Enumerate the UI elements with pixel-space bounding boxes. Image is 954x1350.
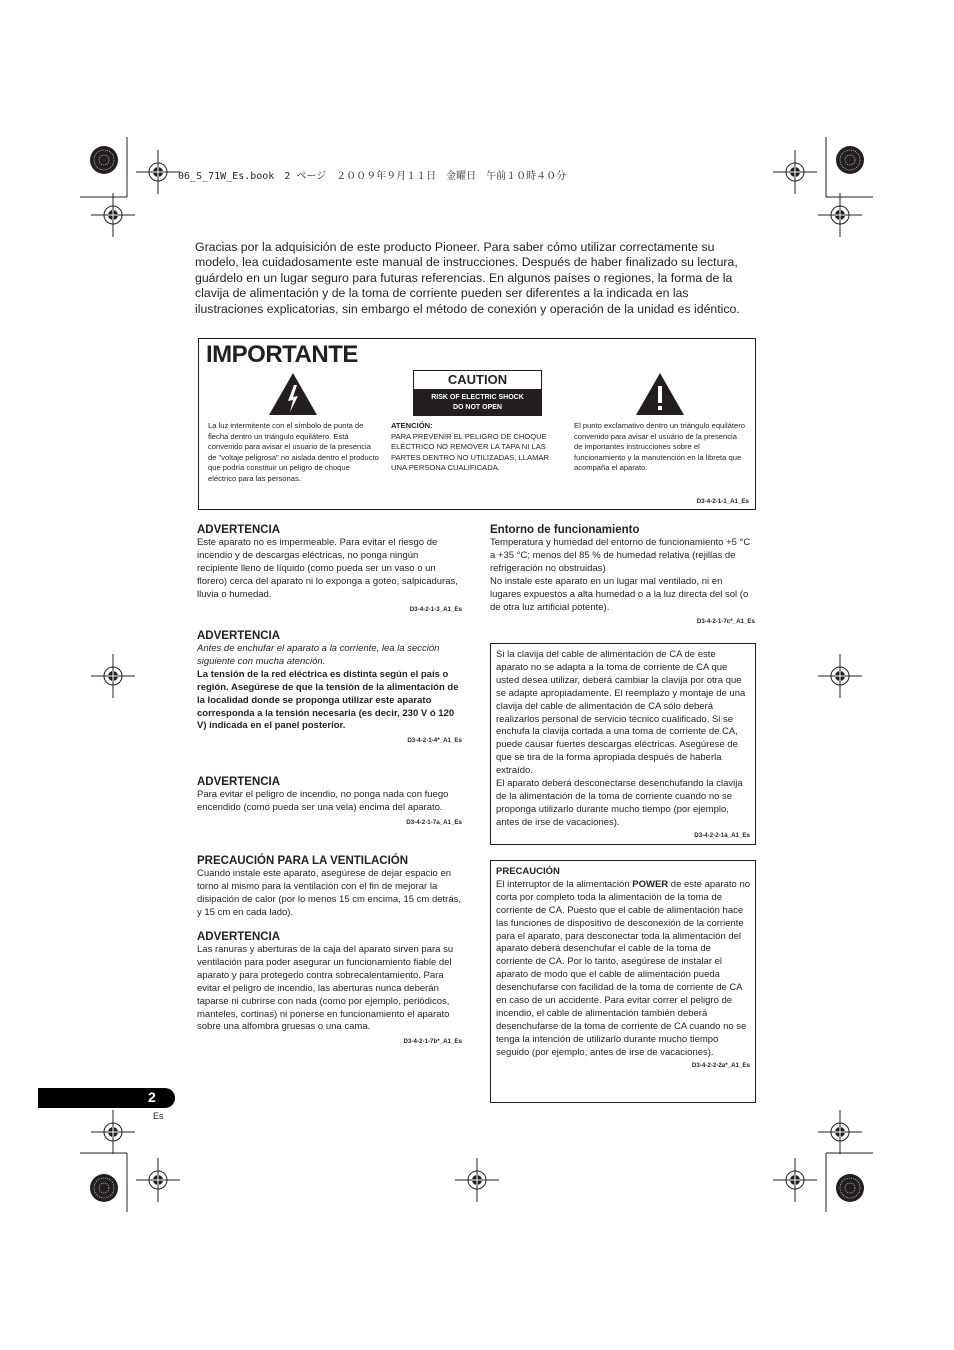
box-title: PRECAUCIÓN <box>496 866 560 877</box>
advertencia-voltage <box>197 629 462 748</box>
box-text: Si la clavija del cable de alimentación de CA de este aparato no se adapta a la toma de corriente de CA que usted desea utilizar, deberá cambiar la clavija por otra que se adapte apropiadamente. El reemplazo y montaje de una clavija del cable de alimentación de CA sólo deberá realizarlos personal de servicio técnico cualificado. Si se enchufa la clavija cortada a una toma de corriente de CA, puede causar fuertes descargas eléctricas. Asegúrese de que se tira de la forma apropiada después de haberla extraído. <box>496 649 746 777</box>
lightning-warning-icon <box>267 371 319 417</box>
caution-subtitle: RISK OF ELECTRIC SHOCK DO NOT OPEN <box>414 390 541 416</box>
section-text: Cuando instale este aparato, asegúrese de dejar espacio en torno al mismo para la ventilación con el fin de mejorar la disipación de calor (por lo menos 15 cm encima, 15 cm detrás, y 15 cm en cada lado). <box>197 868 462 918</box>
precaucion-ventilacion <box>197 854 462 920</box>
exclamation-description: El punto exclamativo dentro un triángulo equilátero convenido para avisar el usuário de la presencia de importantes instrucciones sobre el funcionamiento y la manutención en la libreta que acompaña el aparato. <box>574 421 745 473</box>
section-italic: Antes de enchufar el aparato a la corriente, lea la sección siguiente con mucha atención. <box>197 643 440 667</box>
section-code: D3-4-2-1-7c*_A1_Es <box>696 618 755 626</box>
section-text: Las ranuras y aberturas de la caja del aparato sirven para su ventilación para poder asegurar un funcionamiento fiable del aparato y para protegerlo contra sobrecalentamiento. Para evitar el peligro de incendio, las aberturas nunca deberán taparse ni cubrirse con nada (como por ejemplo, periódicos, manteles, cortinas) ni ponerse en funcionamiento el aparato sobre una alfombra gruesas o una cama. <box>197 944 454 1033</box>
box-text: El interruptor de la alimentación POWER de este aparato no corta por completo toda la alimentación de la toma de corriente de CA. Puesto que el cable de alimentación hace las funciones de dispositivo de desconexión de la corriente para el aparato, para desconectar toda la alimentación del aparato deberá desenchufar el cable de la toma de corriente de CA. Por lo tanto, asegúrese de instalar el aparato de modo que el cable de alimentación pueda desenchufarse con facilidad de la toma de corriente de CA en caso de un accidente. Para evitar correr el peligro de incendio, el cable de alimentación también deberá desenchufarse de la toma de corriente de CA cuando no se tenga la intención de utilizarlo durante mucho tiempo seguido (por ejemplo, antes de irse de vacaciones). <box>496 878 751 1058</box>
file-header: 06_S_71W_Es.book 2 ページ ２００９年９月１１日 金曜日 午前１０時４０分 <box>178 171 567 182</box>
importante-box <box>198 338 756 510</box>
box-code: D3-4-2-2-1a_A1_Es <box>694 831 750 839</box>
section-title: Entorno de funcionamiento <box>490 524 640 536</box>
section-title: ADVERTENCIA <box>197 931 281 943</box>
section-title: ADVERTENCIA <box>197 630 281 642</box>
plug-notice-box <box>490 643 756 845</box>
lightning-description: La luz intermitente con el símbolo de punta de flecha dentro un triángulo equilátero. Está convenido para avisar el usuario de la presencia de "voltaje peligrosa" no aislada dentro el producto que podría constituir un peligro de choque eléctrico para las personas. <box>208 421 379 483</box>
atencion-block <box>391 421 563 474</box>
advertencia-water <box>197 523 462 616</box>
intro-paragraph: Gracias por la adquisición de este producto Pioneer. Para saber cómo utilizar correctamente su modelo, lea cuidadosamente este manual de instrucciones. Después de haber finalizado su lectura, guárdelo en un lugar seguro para futuras referencias. En algunos países o regiones, la forma de la clavija de alimentación y de la toma de corriente pueden ser diferentes a la indicada en las ilustraciones explicatorias, sin embargo el método de conexión y operación de la unidad es idéntico. <box>195 240 740 316</box>
advertencia-fire <box>197 775 462 830</box>
precaucion-power-box <box>490 860 756 1103</box>
atencion-text: PARA PREVENIR EL PELIGRO DE CHOQUE ELÉCTRICO NO REMOVER LA TAPA NI LAS PARTES DENTRO NO UTILIZADAS, LLAMAR UNA PERSONA CUALIFICADA. <box>391 431 549 473</box>
box-text-2: El aparato deberá desconectarse desenchufando la clavija de la alimentación de la toma de corriente cuando no se proponga utilizarlo durante mucho tiempo (por ejemplo, antes de irse de vacaciones). <box>496 778 743 828</box>
section-text: Para evitar el peligro de incendio, no ponga nada con fuego encendido (como pueda ser una vela) encima del aparato. <box>197 789 449 813</box>
section-code: D3-4-2-1-7a_A1_Es <box>406 818 462 826</box>
importante-code: D3-4-2-1-1_A1_Es <box>696 498 749 505</box>
page-number: 2 <box>148 1089 156 1105</box>
section-text: Este aparato no es impermeable. Para evitar el riesgo de incendio y de descargas eléctricas, no ponga ningún recipiente lleno de líquido (como pueda ser un vaso o un florero) cerca del aparato ni lo exponga a goteo, salpicaduras, lluvia o humedad. <box>197 537 458 600</box>
atencion-title: ATENCIÓN: <box>391 421 433 430</box>
section-bold: La tensión de la red eléctrica es distinta según el país o región. Asegúrese de que la tensión de la alimentación de la localidad donde se proponga utilizar este aparato corresponda a la tensión necesaria (es decir, 230 V ó 120 V) indicada en el panel posterior. <box>197 668 459 732</box>
section-text: Temperatura y humedad del entorno de funcionamiento +5 °C a +35 °C; menos del 85 % de humedad relativa (rejillas de refrigeración no obstruidas) <box>490 537 751 574</box>
section-title: ADVERTENCIA <box>197 776 281 788</box>
caution-label <box>413 370 542 416</box>
entorno-funcionamiento <box>490 523 755 629</box>
section-text-2: No instale este aparato en un lugar mal ventilado, ni en lugares expuestos a alta humedad o a la luz directa del sol (o de otra luz artificial potente). <box>490 575 749 613</box>
importante-title: IMPORTANTE <box>206 341 358 368</box>
section-code: D3-4-2-1-7b*_A1_Es <box>403 1038 462 1046</box>
section-title: PRECAUCIÓN PARA LA VENTILACIÓN <box>197 855 409 867</box>
advertencia-ventilation-openings <box>197 930 462 1049</box>
section-title: ADVERTENCIA <box>197 524 281 536</box>
section-code: D3-4-2-1-4*_A1_Es <box>407 737 462 745</box>
power-label: POWER <box>632 878 669 890</box>
exclamation-warning-icon <box>634 371 686 417</box>
language-code: Es <box>153 1111 164 1121</box>
box-code: D3-4-2-2-2a*_A1_Es <box>691 1061 750 1069</box>
caution-title: CAUTION <box>414 371 541 390</box>
section-code: D3-4-2-1-3_A1_Es <box>409 605 462 613</box>
